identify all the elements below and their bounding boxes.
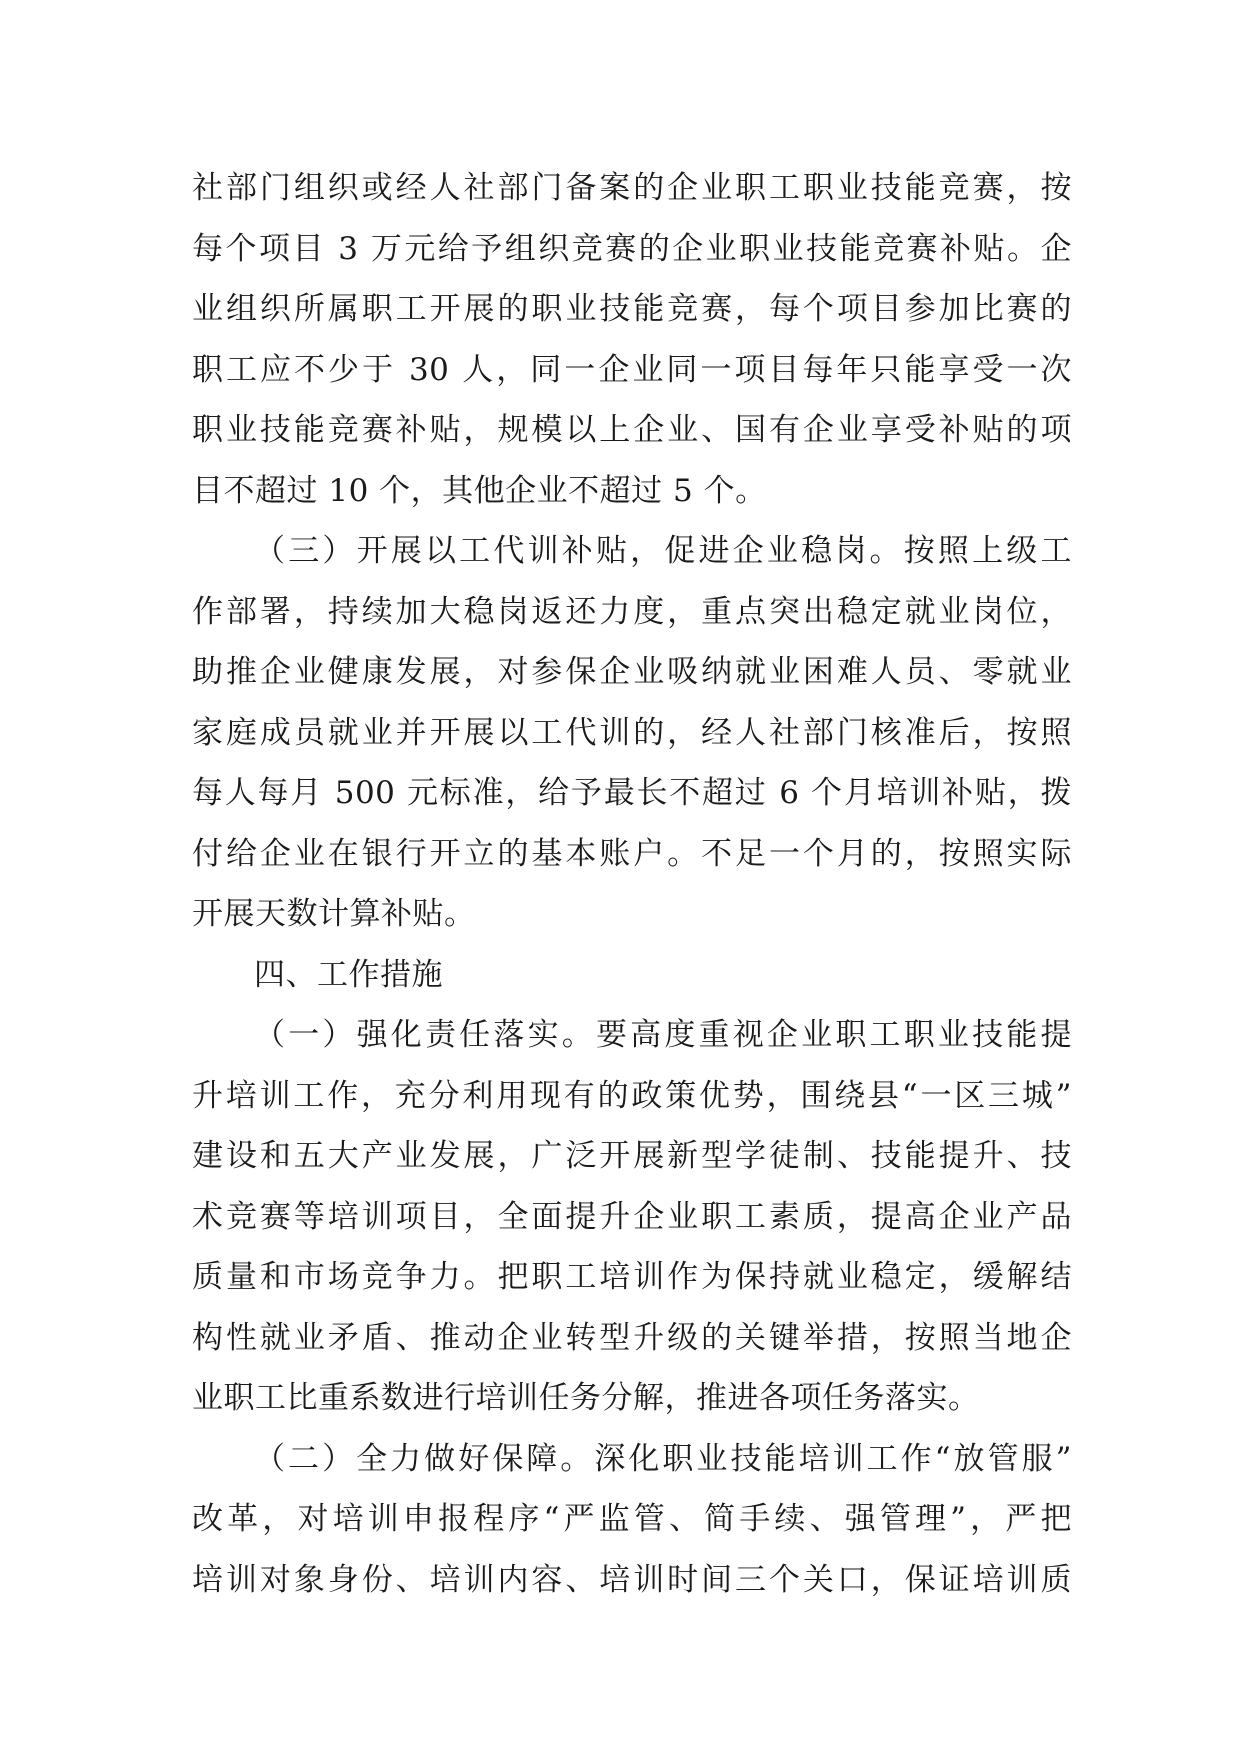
text-line: 业职工比重系数进行培训任务分解，推进各项任务落实。 xyxy=(192,1380,980,1416)
text-line: 职工应不少于 30 人，同一企业同一项目每年只能享受一次 xyxy=(192,351,1072,388)
text-line: 每人每月 500 元标准，给予最长不超过 6 个月培训补贴，拨 xyxy=(192,775,1072,811)
text-line: 质量和市场竞争力。把职工培训作为保持就业稳定，缓解结 xyxy=(192,1259,1072,1295)
paragraph-heading-line: （二）全力做好保障。深化职业技能培训工作“放管服” xyxy=(254,1440,1072,1477)
text-line: 付给企业在银行开立的基本账户。不足一个月的，按照实际 xyxy=(192,835,1072,872)
text-line: 每个项目 3 万元给予组织竞赛的企业职业技能竞赛补贴。企 xyxy=(192,230,1072,267)
section-heading: 四、工作措施 xyxy=(254,956,443,993)
text-line: 社部门组织或经人社部门备案的企业职工职业技能竞赛，按 xyxy=(192,170,1072,206)
body-text xyxy=(192,158,1072,1610)
paragraph-heading-line: （一）强化责任落实。要高度重视企业职工职业技能提 xyxy=(254,1017,1072,1053)
text-line: 构性就业矛盾、推动企业转型升级的关键举措，按照当地企 xyxy=(192,1319,1072,1356)
text-line: 改革，对培训申报程序“严监管、简手续、强管理”，严把 xyxy=(192,1501,1072,1537)
text-line: 业组织所属职工开展的职业技能竞赛，每个项目参加比赛的 xyxy=(192,291,1072,327)
text-line: 职业技能竞赛补贴，规模以上企业、国有企业享受补贴的项 xyxy=(192,412,1072,448)
text-line: 助推企业健康发展，对参保企业吸纳就业困难人员、零就业 xyxy=(192,654,1072,690)
text-line: 家庭成员就业并开展以工代训的，经人社部门核准后，按照 xyxy=(192,714,1072,751)
text-line: 术竞赛等培训项目，全面提升企业职工素质，提高企业产品 xyxy=(192,1198,1072,1235)
paragraph-heading-line: （三）开展以工代训补贴，促进企业稳岗。按照上级工 xyxy=(254,533,1072,569)
text-line: 开展天数计算补贴。 xyxy=(192,896,476,932)
text-line: 目不超过 10 个，其他企业不超过 5 个。 xyxy=(192,472,767,509)
text-line: 建设和五大产业发展，广泛开展新型学徒制、技能提升、技 xyxy=(192,1138,1072,1174)
text-line: 作部署，持续加大稳岗返还力度，重点突出稳定就业岗位， xyxy=(192,593,1072,630)
text-line: 培训对象身份、培训内容、培训时间三个关口，保证培训质 xyxy=(192,1561,1072,1598)
text-line: 升培训工作，充分利用现有的政策优势，围绕县“一区三城” xyxy=(192,1077,1072,1114)
